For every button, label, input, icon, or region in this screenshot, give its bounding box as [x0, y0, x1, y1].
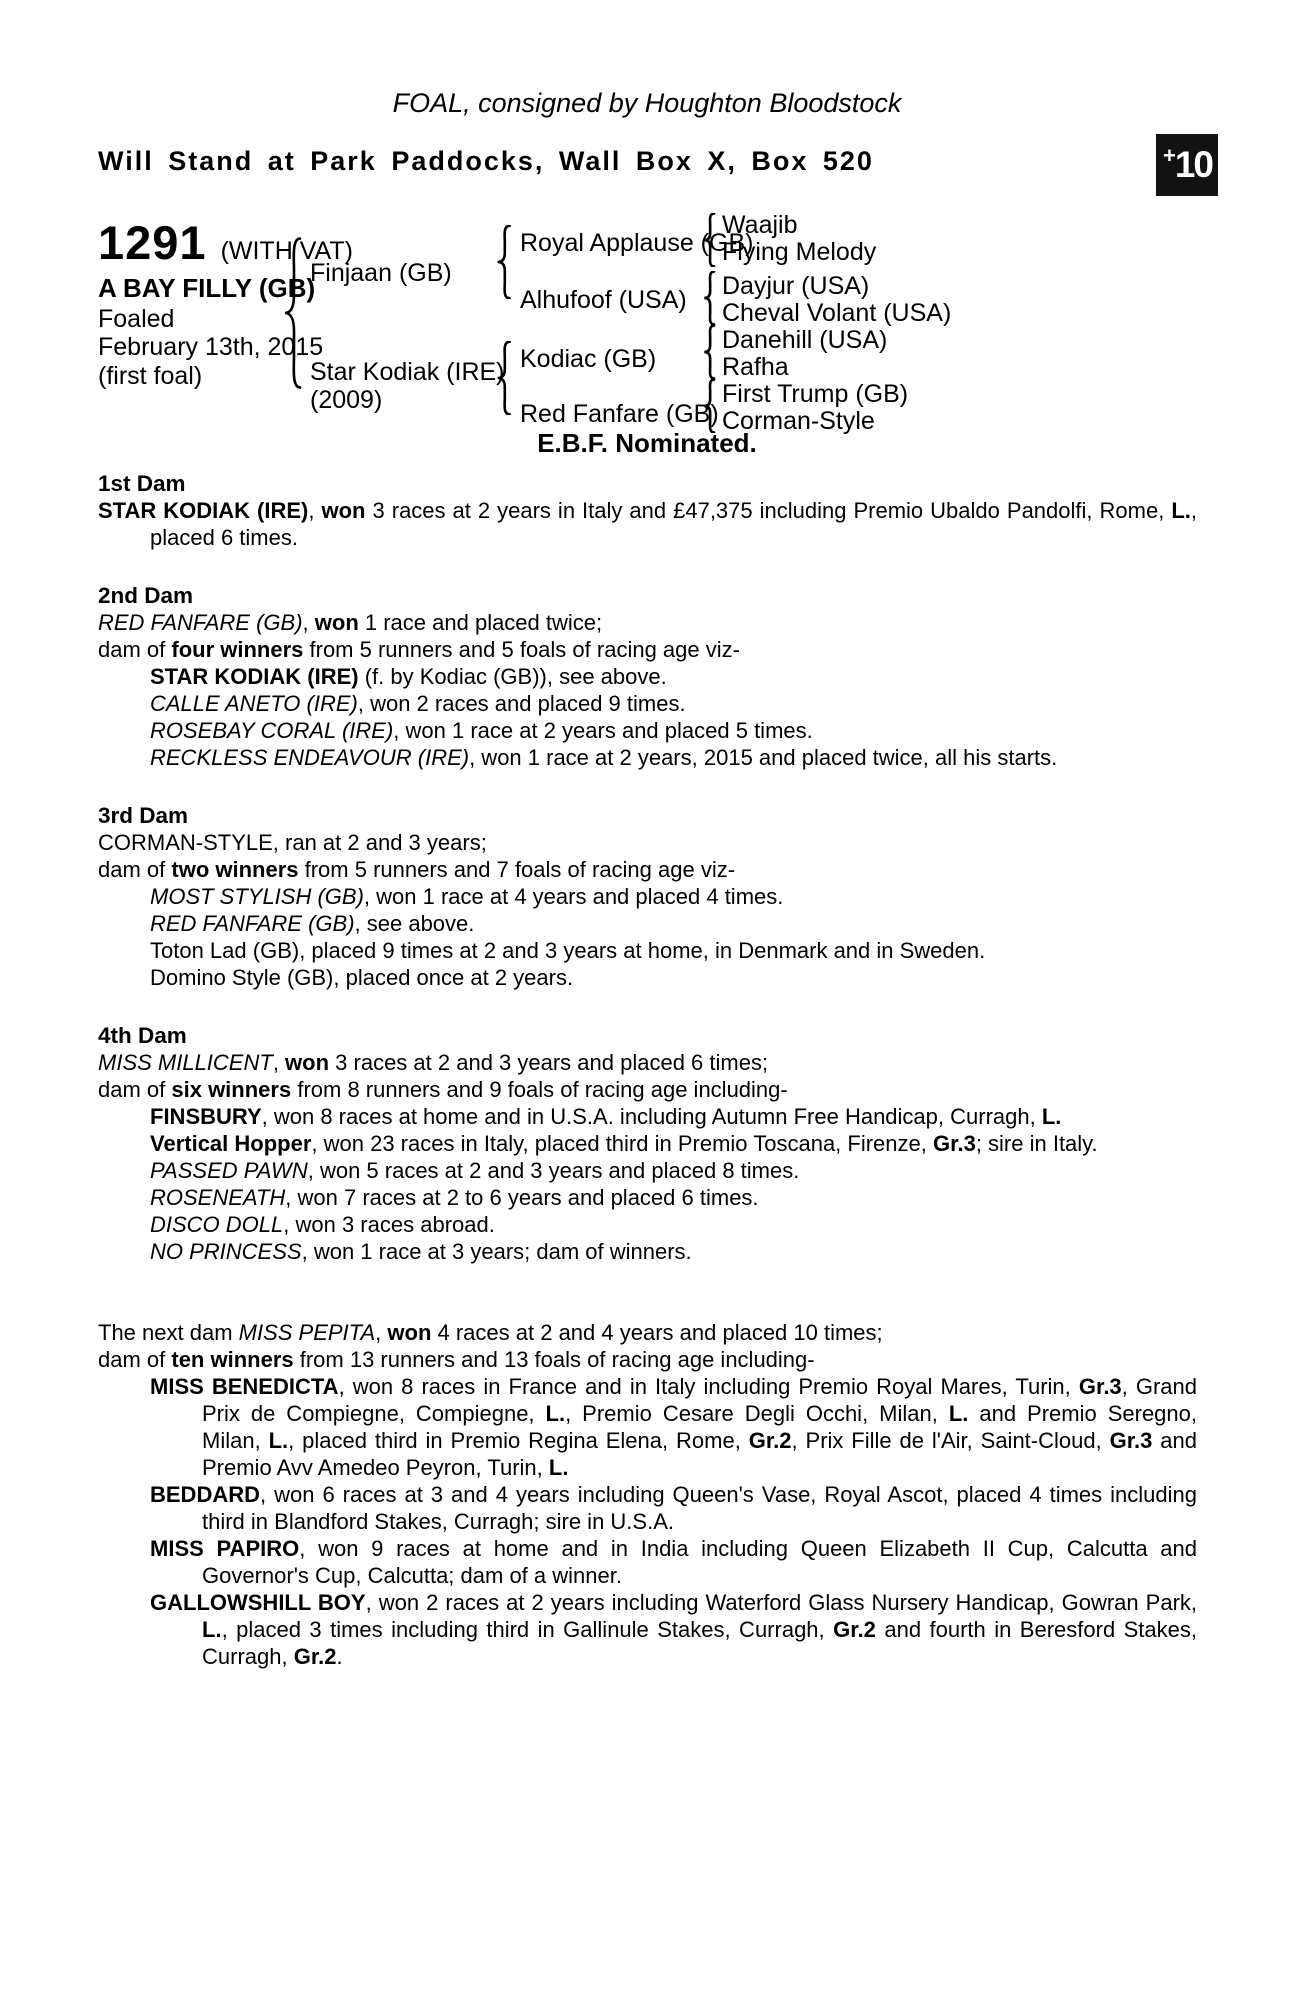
section-heading: 2nd Dam — [98, 583, 194, 608]
lot-number: 1291 — [98, 216, 207, 269]
sire-sire-name: Royal Applause (GB) — [520, 229, 754, 257]
section-heading: 3rd Dam — [98, 803, 189, 828]
ebf-nominated-note: E.B.F. Nominated. — [537, 428, 757, 458]
section-3rd-dam — [98, 802, 1197, 991]
dam-dam-name: Red Fanfare (GB) — [520, 400, 719, 428]
foaled-date: February 13th, 2015 — [98, 333, 324, 361]
section-1st-dam — [98, 470, 1197, 551]
dam-record-paragraph: CORMAN-STYLE, ran at 2 and 3 years; — [98, 830, 487, 855]
dam-record-paragraph: RED FANFARE (GB), won 1 race and placed twice; — [98, 610, 603, 635]
gen3-name: Flying Melody — [722, 238, 877, 266]
gen3-name: Danehill (USA) — [722, 326, 888, 354]
dam-record-paragraph: STAR KODIAK (IRE), won 3 races at 2 years in Italy and £47,375 including Premio Ubaldo Pandolfi, Rome, L., placed 6 times. — [98, 498, 1197, 550]
progeny-paragraph: STAR KODIAK (IRE) (f. by Kodiac (GB)), see above. — [150, 664, 667, 689]
section-heading: 4th Dam — [98, 1023, 187, 1048]
sire-dam-name: Alhufoof (USA) — [520, 286, 687, 314]
dam-produce-summary: dam of four winners from 5 runners and 5 foals of racing age viz- — [98, 637, 740, 662]
progeny-paragraph: CALLE ANETO (IRE), won 2 races and placed 9 times. — [150, 691, 686, 716]
dam-name: Star Kodiak (IRE) — [310, 358, 505, 386]
section-4th-dam — [98, 1022, 1197, 1265]
progeny-paragraph: DISCO DOLL, won 3 races abroad. — [150, 1212, 495, 1237]
section-heading: 1st Dam — [98, 471, 186, 496]
gen3-name: Corman-Style — [722, 407, 875, 435]
progeny-paragraph: RED FANFARE (GB), see above. — [150, 911, 475, 936]
progeny-paragraph: PASSED PAWN, won 5 races at 2 and 3 years and placed 8 times. — [150, 1158, 800, 1183]
stand-location-heading: Will Stand at Park Paddocks, Wall Box X, Box 520 — [98, 146, 874, 176]
gen3-name: Cheval Volant (USA) — [722, 299, 952, 327]
plus-icon: + — [1162, 143, 1176, 168]
section-next-dam — [98, 1319, 1197, 1670]
plus10-number: 10 — [1174, 144, 1212, 185]
progeny-paragraph: ROSEBAY CORAL (IRE), won 1 race at 2 years and placed 5 times. — [150, 718, 813, 743]
plus10-badge — [1156, 134, 1218, 196]
section-2nd-dam — [98, 582, 1197, 771]
foaled-label: Foaled — [98, 305, 175, 333]
progeny-paragraph: MISS PAPIRO, won 9 races at home and in India including Queen Elizabeth II Cup, Calcutta and Governor's Cup, Calcutta; dam of a winner. — [150, 1536, 1197, 1588]
dam-sire-name: Kodiac (GB) — [520, 345, 657, 373]
gen3-name: Waajib — [722, 211, 798, 239]
gen3-name: Dayjur (USA) — [722, 272, 870, 300]
race-record-sections — [98, 470, 1197, 1670]
brace-icon — [283, 237, 303, 389]
gen3-name: Rafha — [722, 353, 789, 381]
sire-name: Finjaan (GB) — [310, 259, 452, 287]
progeny-paragraph: MOST STYLISH (GB), won 1 race at 4 years and placed 4 times. — [150, 884, 784, 909]
dam-year: (2009) — [310, 386, 383, 414]
dam-produce-summary: dam of ten winners from 13 runners and 13 foals of racing age including- — [98, 1347, 815, 1372]
dam-record-paragraph: MISS MILLICENT, won 3 races at 2 and 3 years and placed 6 times; — [98, 1050, 769, 1075]
progeny-paragraph: RECKLESS ENDEAVOUR (IRE), won 1 race at 2 years, 2015 and placed twice, all his starts. — [150, 745, 1058, 770]
progeny-paragraph: GALLOWSHILL BOY, won 2 races at 2 years including Waterford Glass Nursery Handicap, Gowran Park, L., placed 3 times including third in Gallinule Stakes, Curragh, Gr.2 and fourth in Beresford Stakes, Curragh, Gr.2. — [150, 1590, 1198, 1669]
brace-icon — [703, 271, 716, 325]
horse-description: A BAY FILLY (GB) — [98, 273, 316, 303]
dam-produce-summary: dam of six winners from 8 runners and 9 foals of racing age including- — [98, 1077, 788, 1102]
first-foal-note: (first foal) — [98, 362, 203, 390]
progeny-paragraph: BEDDARD, won 6 races at 3 and 4 years including Queen's Vase, Royal Ascot, placed 4 times including third in Blandford Stakes, Curragh; sire in U.S.A. — [150, 1482, 1197, 1534]
dam-produce-summary: dam of two winners from 5 runners and 7 foals of racing age viz- — [98, 857, 736, 882]
progeny-paragraph: Domino Style (GB), placed once at 2 years. — [150, 965, 574, 990]
brace-icon — [703, 325, 716, 379]
progeny-paragraph: NO PRINCESS, won 1 race at 3 years; dam of winners. — [150, 1239, 692, 1264]
progeny-paragraph: Toton Lad (GB), placed 9 times at 2 and 3 years at home, in Denmark and in Sweden. — [150, 938, 986, 963]
progeny-paragraph: FINSBURY, won 8 races at home and in U.S.A. including Autumn Free Handicap, Curragh, L. — [150, 1104, 1062, 1129]
vat-note: (WITH VAT) — [220, 237, 353, 265]
gen3-name: First Trump (GB) — [722, 380, 909, 408]
progeny-paragraph: Vertical Hopper, won 23 races in Italy, placed third in Premio Toscana, Firenze, Gr.3; sire in Italy. — [150, 1131, 1098, 1156]
brace-icon — [496, 225, 512, 299]
progeny-paragraph: MISS BENEDICTA, won 8 races in France and in Italy including Premio Royal Mares, Turin, Gr.3, Grand Prix de Compiegne, Compiegne, L., Premio Cesare Degli Occhi, Milan, L. and Premio Seregno, Milan, L., placed third in Premio Regina Elena, Rome, Gr.2, Prix Fille de l'Air, Saint-Cloud, Gr.3 and Premio Avv Amedeo Peyron, Turin, L. — [150, 1374, 1198, 1480]
progeny-paragraph: ROSENEATH, won 7 races at 2 to 6 years and placed 6 times. — [150, 1185, 759, 1210]
dam-record-paragraph: The next dam MISS PEPITA, won 4 races at 2 and 4 years and placed 10 times; — [98, 1320, 883, 1345]
consignor-heading: FOAL, consigned by Houghton Bloodstock — [392, 88, 902, 118]
